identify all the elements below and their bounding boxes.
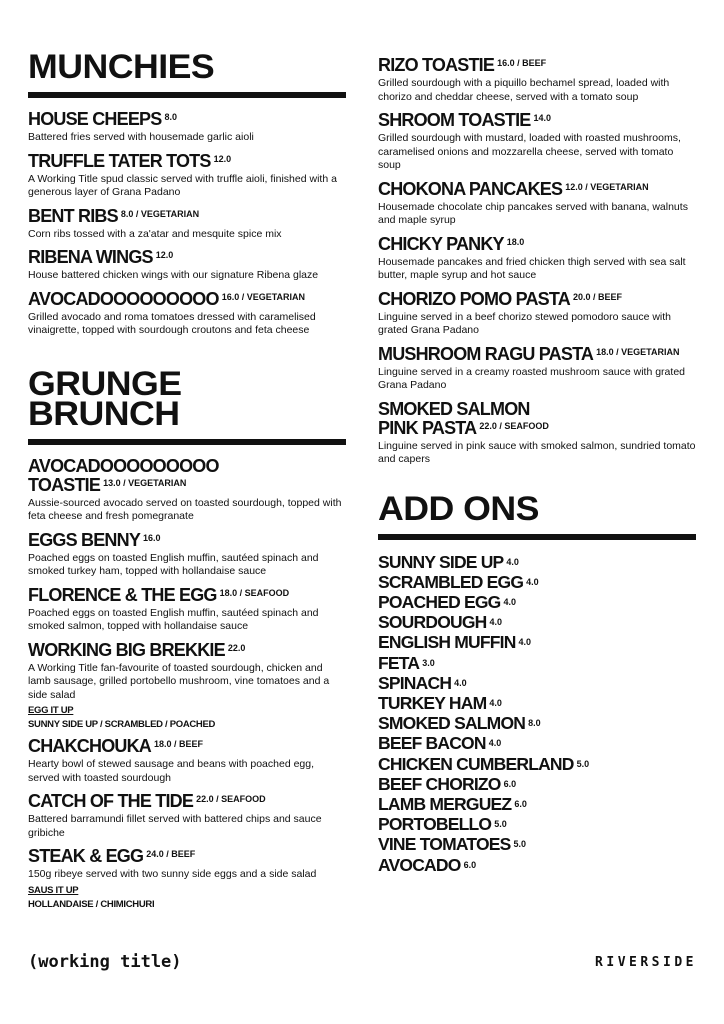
item-title (28, 110, 348, 129)
item-title (28, 207, 348, 226)
add-on-item (378, 814, 698, 834)
add-on-item (378, 754, 698, 774)
item-title (28, 531, 348, 550)
add-on-price: 5.0 (576, 758, 590, 769)
menu-item (378, 56, 698, 104)
section-divider (28, 92, 346, 98)
item-price: 8.0 (164, 112, 177, 122)
extra-label: SAUS IT UP (28, 884, 79, 896)
item-name: WORKING BIG BREKKIE (28, 639, 225, 660)
add-on-price: 4.0 (518, 637, 532, 648)
item-price: 16.0 / VEGETARIAN (221, 291, 306, 302)
item-description: Battered fries served with housemade garlic aioli (28, 131, 254, 143)
menu-item (378, 400, 698, 467)
add-on-name: LAMB MERGUEZ (378, 793, 512, 814)
left-column (28, 48, 348, 917)
menu-item (28, 737, 348, 785)
item-description: Grilled avocado and roma tomatoes dressed with caramelised vinaigrette, topped with sourdough croutons and feta cheese (28, 310, 316, 336)
item-name: RIZO TOASTIE (378, 55, 495, 75)
item-price: 18.0 / BEEF (154, 739, 204, 749)
menu-item (28, 290, 348, 338)
item-description: Linguine served in a creamy roasted mushroom sauce with grated Grana Padano (378, 365, 685, 391)
item-description: Corn ribs tossed with a za'atar and mesquite spice mix (28, 227, 282, 240)
item-name: EGGS BENNY (28, 529, 141, 550)
item-title (28, 737, 348, 756)
add-on-name: SUNNY SIDE UP (378, 551, 504, 572)
add-on-price: 3.0 (422, 657, 435, 668)
add-on-name: CHICKEN CUMBERLAND (378, 753, 574, 774)
item-description: A Working Title spud classic served with truffle aioli, finished with a generous layer of Grana Padano (28, 172, 337, 198)
item-title (378, 345, 698, 364)
add-on-price: 4.0 (454, 677, 467, 688)
item-price: 8.0 / VEGETARIAN (120, 208, 200, 219)
add-on-name: SCRAMBLED EGG (378, 571, 524, 592)
item-price: 22.0 (227, 642, 246, 653)
item-description: Hearty bowl of stewed sausage and beans with poached egg, served with toasted sourdough (28, 758, 315, 784)
add-on-item (378, 572, 698, 592)
item-description: House battered chicken wings with our signature Ribena glaze (28, 269, 319, 281)
add-ons-heading: ADD ONS (378, 489, 539, 528)
add-on-price: 8.0 (528, 718, 541, 729)
item-title (378, 180, 698, 199)
add-on-name: SOURDOUGH (378, 612, 487, 633)
section-divider (28, 439, 346, 445)
item-title (378, 111, 698, 130)
item-description: Linguine served in a beef chorizo stewed pomodoro sauce with grated Grana Padano (378, 310, 672, 336)
add-on-name: BEEF CHORIZO (378, 773, 501, 794)
item-description: 150g ribeye served with two sunny side eggs and a side salad (28, 868, 317, 880)
add-on-name: VINE TOMATOES (378, 834, 511, 855)
add-on-name: FETA (378, 652, 420, 673)
add-on-item (378, 733, 698, 753)
item-title (28, 847, 348, 866)
item-price: 18.0 / SEAFOOD (219, 587, 290, 598)
item-description: Grilled sourdough with mustard, loaded with roasted mushrooms, caramelised onions and mozzarella cheese, served with tomato soup (378, 132, 681, 171)
menu-item (378, 235, 698, 283)
item-price: 24.0 / BEEF (146, 849, 196, 859)
add-on-price: 4.0 (506, 556, 519, 567)
item-name: CHICKY PANKY (378, 233, 504, 254)
add-on-name: PORTOBELLO (378, 814, 492, 835)
item-price: 18.0 (506, 236, 525, 247)
menu-item (28, 207, 348, 242)
add-on-item (378, 774, 698, 794)
menu-item (28, 531, 348, 579)
item-title (28, 792, 348, 811)
add-on-price: 4.0 (526, 576, 539, 587)
grunge-brunch-heading: GRUNGE BRUNCH (28, 364, 182, 433)
item-price: 12.0 (213, 153, 232, 164)
menu-item (28, 792, 348, 840)
brunch-list (28, 457, 348, 910)
add-on-item (378, 693, 698, 713)
add-on-price: 6.0 (514, 798, 527, 809)
add-on-item (378, 632, 698, 652)
item-name: SHROOM TOASTIE (378, 110, 531, 130)
item-description: Grilled sourdough with a piquillo bechamel spread, loaded with chorizo and cheddar cheese, served with a tomato soup (378, 77, 670, 103)
add-on-item (378, 592, 698, 612)
add-on-price: 6.0 (503, 778, 517, 789)
add-on-item (378, 834, 698, 854)
item-price: 14.0 (533, 113, 552, 123)
item-name: CATCH OF THE TIDE (28, 791, 194, 811)
item-description: Housemade pancakes and fried chicken thigh served with sea salt butter, maple syrup and hot sauce (378, 255, 686, 281)
extra-options: SUNNY SIDE UP / SCRAMBLED / POACHED (28, 719, 216, 730)
item-name: RIBENA WINGS (28, 247, 153, 267)
add-on-name: SPINACH (378, 672, 452, 693)
add-on-name: POACHED EGG (378, 591, 501, 612)
add-on-item (378, 673, 698, 693)
add-on-price: 4.0 (503, 596, 516, 607)
item-price: 20.0 / BEEF (572, 291, 622, 302)
add-on-name: SMOKED SALMON (378, 713, 526, 734)
add-on-price: 4.0 (488, 738, 502, 749)
menu-item (28, 152, 348, 200)
item-title (378, 400, 698, 438)
item-title (28, 290, 348, 309)
add-on-price: 5.0 (513, 839, 527, 850)
add-on-item (378, 612, 698, 632)
item-title (28, 457, 348, 495)
location-label: RIVERSIDE (595, 955, 697, 970)
section-divider (378, 534, 696, 540)
item-title (28, 641, 348, 660)
add-on-price: 4.0 (489, 697, 502, 708)
item-title (378, 56, 698, 75)
extra-label: EGG IT UP (28, 705, 74, 716)
brunch-continued-list (378, 56, 698, 467)
menu-item (28, 586, 348, 634)
munchies-heading: MUNCHIES (28, 48, 215, 86)
item-price: 22.0 / SEAFOOD (479, 420, 549, 431)
item-name: MUSHROOM RAGU PASTA (378, 343, 594, 364)
item-price: 18.0 / VEGETARIAN (596, 346, 680, 357)
item-price: 16.0 (143, 532, 161, 543)
menu-item (378, 180, 698, 228)
item-name: AVOCADOOOOOOOOO (28, 288, 219, 309)
add-on-item (378, 855, 698, 875)
add-on-name: TURKEY HAM (378, 692, 487, 713)
item-title (28, 248, 348, 267)
menu-item (378, 290, 698, 338)
menu-item (28, 248, 348, 283)
item-name: CHOKONA PANCAKES (378, 178, 563, 199)
item-description: Aussie-sourced avocado served on toasted sourdough, topped with feta cheese and fresh pomegranate (28, 496, 342, 522)
item-name: BENT RIBS (28, 205, 118, 226)
add-on-name: AVOCADO (378, 854, 461, 875)
item-title (28, 586, 348, 605)
menu-item (28, 641, 348, 731)
item-name: HOUSE CHEEPS (28, 109, 162, 129)
add-ons-list (378, 552, 698, 875)
item-name: CHAKCHOUKA (28, 736, 151, 756)
item-name: TRUFFLE TATER TOTS (28, 150, 211, 171)
add-on-name: ENGLISH MUFFIN (378, 632, 516, 653)
item-price: 12.0 / VEGETARIAN (565, 181, 649, 192)
munchies-list (28, 110, 348, 338)
add-on-item (378, 653, 698, 673)
add-on-item (378, 713, 698, 733)
item-title (378, 235, 698, 254)
menu-item (378, 345, 698, 393)
add-on-item (378, 552, 698, 572)
add-on-name: BEEF BACON (378, 733, 486, 754)
menu-item (28, 457, 348, 524)
item-title (28, 152, 348, 171)
item-name: CHORIZO POMO PASTA (378, 288, 570, 309)
item-price: 12.0 (155, 250, 174, 260)
item-name: FLORENCE & THE EGG (28, 584, 217, 605)
add-on-price: 4.0 (489, 617, 503, 628)
menu-item (28, 110, 348, 145)
item-name: STEAK & EGG (28, 846, 144, 866)
item-description: Linguine served in pink sauce with smoked salmon, sundried tomato and capers (378, 439, 696, 465)
add-on-item (378, 794, 698, 814)
item-description: Poached eggs on toasted English muffin, sautéed spinach and smoked turkey ham, topped with hollandaise sauce (28, 551, 319, 577)
item-name: AVOCADOOOOOOOOO TOASTIE (28, 455, 219, 495)
item-name: SMOKED SALMON PINK PASTA (378, 398, 530, 438)
item-description: Battered barramundi fillet served with battered chips and sauce gribiche (28, 813, 322, 839)
add-on-price: 5.0 (494, 819, 507, 830)
item-price: 22.0 / SEAFOOD (196, 794, 266, 804)
menu-item (28, 847, 348, 910)
item-description: Poached eggs on toasted English muffin, sautéed spinach and smoked salmon, topped with hollandaise sauce (28, 606, 319, 632)
brand-logo: (working title) (28, 952, 182, 972)
item-description: Housemade chocolate chip pancakes served with banana, walnuts and maple syrup (378, 200, 688, 226)
add-on-price: 6.0 (463, 859, 477, 870)
item-price: 13.0 / VEGETARIAN (103, 477, 187, 488)
menu-item (378, 111, 698, 173)
extra-options: HOLLANDAISE / CHIMICHURI (28, 898, 155, 910)
item-price: 16.0 / BEEF (497, 58, 547, 68)
item-title (378, 290, 698, 309)
right-column (378, 56, 698, 875)
item-description: A Working Title fan-favourite of toasted sourdough, chicken and lamb sausage, grilled portobello mushroom, vine tomatoes and a side salad (28, 661, 330, 701)
